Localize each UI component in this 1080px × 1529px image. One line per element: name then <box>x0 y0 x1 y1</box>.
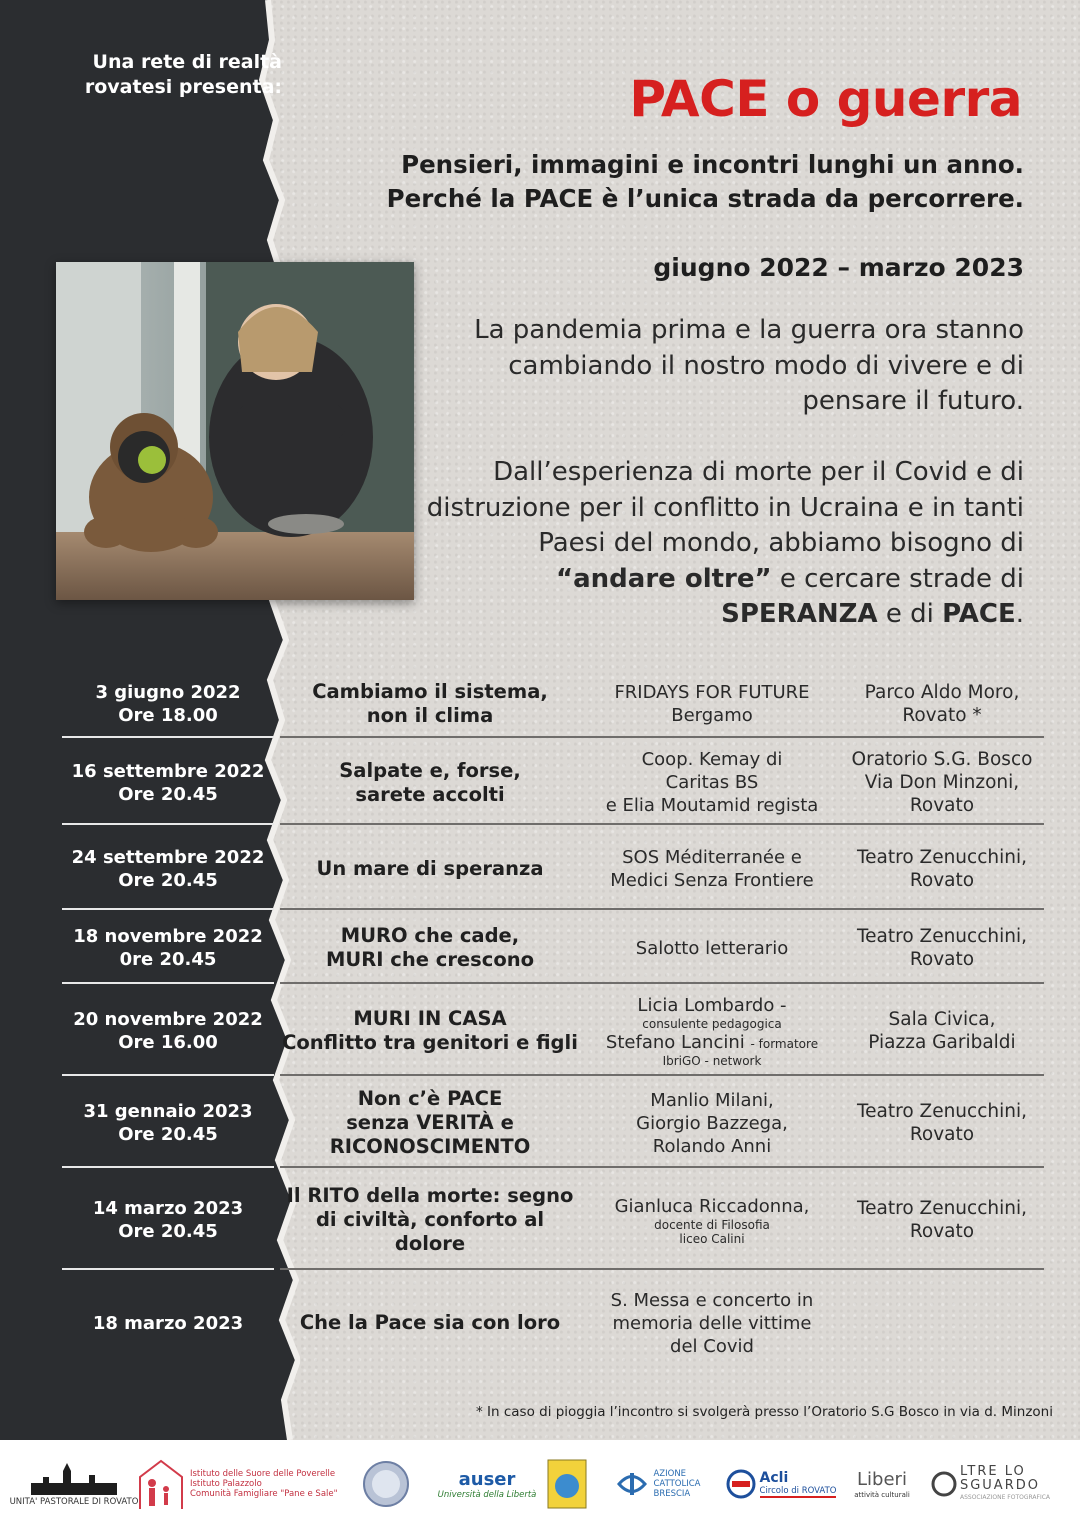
event-speaker-line: Coop. Kemay di <box>641 749 783 770</box>
event-date-text: 16 settembre 2022 <box>71 760 265 782</box>
event-row <box>62 912 1044 984</box>
event-speaker-line: e Elia Moutamid regista <box>605 795 819 816</box>
event-speaker-role: liceo Calini <box>679 1231 745 1246</box>
logo-azione-cattolica <box>608 1454 708 1514</box>
logo-liberi <box>852 1454 912 1514</box>
event-location-line: Via Don Minzoni, <box>864 772 1020 793</box>
event-speaker-role: docente di Filosofia <box>654 1217 770 1232</box>
event-location-line: Teatro Zenucchini, <box>857 926 1027 947</box>
event-speaker-line: Giorgio Bazzega, <box>636 1112 788 1134</box>
event-date <box>62 827 274 910</box>
event-location <box>842 670 1042 738</box>
logo-text: LTRE LO <box>959 1464 1026 1479</box>
row-divider <box>62 908 1044 910</box>
event-location-line: Parco Aldo Moro, <box>864 682 1020 703</box>
logo-text: Acli <box>759 1470 789 1486</box>
event-location-line: Teatro Zenucchini, <box>857 1198 1027 1219</box>
event-location-line: Sala Civica, <box>888 1009 996 1030</box>
subtitle-line-1: Pensieri, immagini e incontri lunghi un anno. <box>401 150 1024 179</box>
event-title-line: Che la Pace sia con loro <box>299 1311 561 1334</box>
event-title <box>280 740 580 825</box>
event-speaker-role: - formatore <box>750 1037 819 1051</box>
event-location <box>842 1170 1042 1270</box>
event-location <box>842 1272 1042 1374</box>
event-date <box>62 740 274 825</box>
event-row <box>62 1170 1044 1270</box>
event-speakers <box>590 1078 834 1168</box>
event-title <box>280 1078 580 1168</box>
event-speakers <box>590 1170 834 1270</box>
event-time: Ore 20.45 <box>118 783 218 805</box>
event-title-line: Salpate e, forse, <box>339 758 521 782</box>
row-divider <box>62 1074 1044 1076</box>
event-date-text: 3 giugno 2022 <box>95 682 241 703</box>
event-location-line: Teatro Zenucchini, <box>857 846 1027 868</box>
event-speaker-line: Licia Lombardo - <box>637 995 787 1016</box>
event-title-line: senza VERITÀ e <box>346 1111 514 1134</box>
event-date <box>62 986 274 1076</box>
logo-text: CATTOLICA <box>653 1479 701 1489</box>
event-title-line: Il RITO della morte: segno <box>286 1184 574 1207</box>
row-divider <box>62 736 1044 738</box>
event-title <box>280 1272 580 1374</box>
event-row <box>62 1078 1044 1168</box>
event-title-line: MURI IN CASA <box>353 1007 507 1030</box>
intro-paragraph-1: La pandemia prima e la guerra ora stanno cambiando il nostro modo di vivere e di pensare il futuro. <box>474 315 1024 416</box>
logo-text: Università della Libertà <box>437 1489 537 1500</box>
event-speakers <box>590 1272 834 1374</box>
p2-text-1: Dall’esperienza di morte per il Covid e di distruzione per il conflitto in Ucraina e in tanti Paesi del mondo, abbiamo bisogno di <box>426 457 1024 558</box>
event-speaker-line: Stefano Lancini <box>605 1032 745 1053</box>
event-speaker-line: Rolando Anni <box>652 1135 772 1157</box>
event-speaker-line: Medici Senza Frontiere <box>610 869 814 891</box>
event-speaker-line: Bergamo <box>671 705 753 726</box>
row-divider <box>62 1166 1044 1168</box>
event-location-line: Rovato <box>909 869 975 891</box>
event-location-line: Rovato * <box>902 705 982 726</box>
event-speakers <box>590 740 834 825</box>
logo-istituto-palazzolo <box>136 1454 348 1514</box>
event-date-text: 18 novembre 2022 <box>73 926 263 947</box>
event-row <box>62 1272 1044 1374</box>
logo-unita-pastorale <box>9 1454 139 1514</box>
row-divider <box>62 1268 1044 1270</box>
event-location-line: Rovato <box>909 949 975 970</box>
event-title <box>280 986 580 1076</box>
event-date <box>62 912 274 984</box>
event-date-text: 14 marzo 2023 <box>92 1198 244 1219</box>
logo-text: UNITA' PASTORALE DI ROVATO <box>9 1497 139 1507</box>
logo-text: Comunità Famigliare "Pane e Sale" <box>190 1489 338 1499</box>
event-location-line: Rovato <box>909 1124 975 1145</box>
event-row <box>62 986 1044 1076</box>
event-title-line: MURI che crescono <box>326 948 534 971</box>
event-title-line: RICONOSCIMENTO <box>329 1135 531 1158</box>
badge-icon <box>361 1459 411 1509</box>
event-title-line: Non c’è PACE <box>357 1087 503 1110</box>
event-time: Ore 16.00 <box>118 1032 218 1053</box>
event-speaker-line: FRIDAYS FOR FUTURE <box>614 682 810 703</box>
event-title-line: Cambiamo il sistema, <box>312 680 548 703</box>
p2-bold-andare-oltre: “andare oltre” <box>556 563 772 594</box>
photo-girl-with-teddy-bear <box>56 262 414 600</box>
p2-text-end: . <box>1015 599 1024 629</box>
event-title-line: Conflitto tra genitori e figli <box>282 1031 578 1054</box>
event-location <box>842 986 1042 1076</box>
event-speakers <box>590 827 834 910</box>
event-date <box>62 1272 274 1374</box>
event-speaker-line: Salotto letterario <box>635 937 789 959</box>
logo-text: attività culturali <box>854 1490 910 1499</box>
rain-footnote: * In caso di pioggia l’incontro si svolgerà presso l’Oratorio S.G Bosco in via d. Minzoni <box>475 1404 1053 1420</box>
event-speakers <box>590 912 834 984</box>
period: giugno 2022 – marzo 2023 <box>653 253 1024 282</box>
event-title-line: non il clima <box>366 704 494 727</box>
event-title <box>280 670 580 738</box>
event-speaker-line: memoria delle vittime <box>612 1312 812 1334</box>
intro-text: Una rete di realtà rovatesi presenta: <box>84 51 282 98</box>
row-divider <box>62 982 1044 984</box>
event-speakers <box>590 670 834 738</box>
subtitle-line-2: Perché la PACE è l’unica strada da percorrere. <box>386 184 1024 213</box>
logo-acli <box>722 1454 840 1514</box>
acli-icon <box>726 1469 756 1499</box>
event-speaker-line: Caritas BS <box>665 772 759 793</box>
event-date-text: 20 novembre 2022 <box>73 1009 263 1030</box>
event-row <box>62 670 1044 738</box>
logo-text: auser <box>458 1468 516 1490</box>
event-speaker-line: SOS Méditerranée e <box>622 846 802 868</box>
intro-paragraph-2 <box>424 455 1024 633</box>
azione-cattolica-icon <box>615 1467 649 1501</box>
event-date-text: 24 settembre 2022 <box>71 846 265 868</box>
poster-subtitle <box>264 148 1024 216</box>
logo-text: Liberi <box>857 1468 907 1490</box>
event-location-line: Piazza Garibaldi <box>868 1032 1016 1053</box>
event-speakers <box>590 986 834 1076</box>
event-location-line: Teatro Zenucchini, <box>857 1101 1027 1122</box>
event-location <box>842 827 1042 910</box>
house-family-icon <box>136 1457 186 1511</box>
event-date <box>62 1078 274 1168</box>
event-date <box>62 670 274 738</box>
church-skyline-icon <box>29 1461 119 1497</box>
logo-text: AZIONE <box>653 1469 687 1479</box>
logo-yellow-emblem <box>544 1454 590 1514</box>
event-time: Ore 20.45 <box>118 1221 218 1242</box>
event-location-line: Rovato <box>909 1221 975 1242</box>
event-title <box>280 1170 580 1270</box>
logo-oltre-lo-sguardo <box>926 1454 1054 1514</box>
logo-text: Istituto delle Suore delle Poverelle <box>190 1469 336 1479</box>
p2-bold-pace: PACE <box>942 599 1016 629</box>
event-title-line: MURO che cade, <box>340 924 520 947</box>
event-time: Ore 18.00 <box>118 705 218 726</box>
logo-text: BRESCIA <box>653 1489 691 1499</box>
poster-title: PACE o guerra <box>629 70 1022 128</box>
event-location-line: Oratorio S.G. Bosco <box>851 749 1033 770</box>
event-location <box>842 740 1042 825</box>
event-time: 0re 20.45 <box>119 949 217 970</box>
event-time: Ore 20.45 <box>118 1124 218 1145</box>
event-title-line: Un mare di speranza <box>316 856 544 880</box>
event-location <box>842 1078 1042 1168</box>
p2-text-3: e di <box>877 599 943 629</box>
event-row <box>62 740 1044 825</box>
logo-text: Circolo di ROVATO <box>759 1486 837 1496</box>
event-time: Ore 20.45 <box>118 869 218 891</box>
event-date-text: 18 marzo 2023 <box>92 1312 244 1334</box>
event-title-line: sarete accolti <box>355 782 505 806</box>
logo-text: ASSOCIAZIONE FOTOGRAFICA <box>959 1494 1051 1501</box>
sponsor-logos <box>0 1440 1080 1529</box>
emblem-icon <box>546 1458 588 1510</box>
event-speaker-line: S. Messa e concerto in <box>610 1289 814 1311</box>
event-location <box>842 912 1042 984</box>
event-speaker-line: Gianluca Riccadonna, <box>614 1195 810 1217</box>
logo-auser <box>437 1454 537 1514</box>
event-speaker-line: Manlio Milani, <box>650 1089 774 1111</box>
event-speaker-line: del Covid <box>670 1335 754 1357</box>
camera-lens-icon <box>930 1470 958 1498</box>
event-location-line: Rovato <box>909 795 975 816</box>
event-date-text: 31 gennaio 2023 <box>83 1101 253 1122</box>
event-speaker-role: IbriGO - network <box>662 1054 762 1068</box>
event-speaker-role: consulente pedagogica <box>642 1017 782 1031</box>
logo-circle-blue <box>358 1454 414 1514</box>
event-title-line: di civiltà, conforto al dolore <box>315 1208 545 1255</box>
event-title <box>280 827 580 910</box>
row-divider <box>62 823 1044 825</box>
logo-text: SGUARDO <box>959 1478 1040 1493</box>
p2-text-2: e cercare strade di <box>771 563 1024 594</box>
event-row <box>62 827 1044 910</box>
event-date <box>62 1170 274 1270</box>
logo-text: Istituto Palazzolo <box>190 1479 262 1489</box>
p2-bold-speranza: SPERANZA <box>721 599 878 629</box>
event-title <box>280 912 580 984</box>
